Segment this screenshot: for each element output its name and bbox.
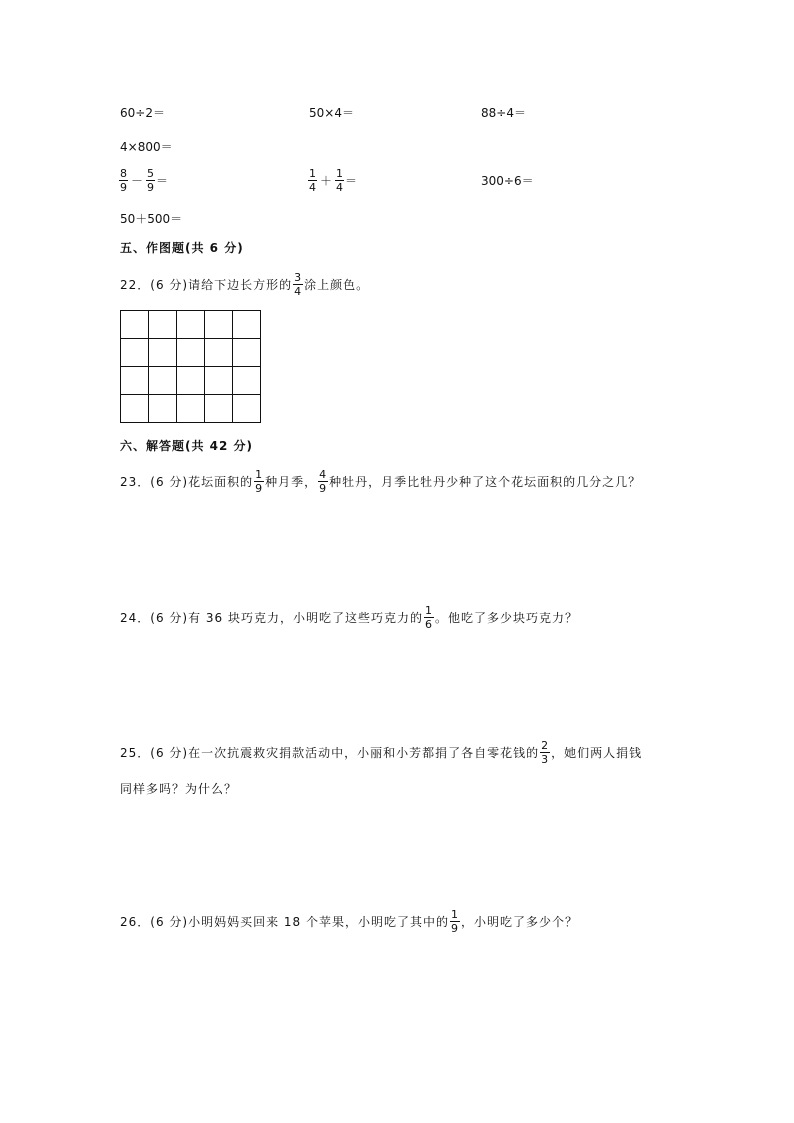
fraction: $\frac{8}{9}$	[120, 166, 127, 194]
section-heading-6: 六、解答题(共 42 分)	[120, 439, 254, 453]
grid-cell[interactable]	[121, 339, 149, 367]
fraction: $\frac{1}{9}$	[255, 467, 264, 495]
calc-1: 60÷2＝	[120, 106, 165, 120]
fraction: $\frac{4}{9}$	[319, 467, 328, 495]
grid-cell[interactable]	[205, 395, 233, 423]
grid-cell[interactable]	[177, 395, 205, 423]
calc-4: 4×800＝	[120, 140, 173, 154]
fraction: $\frac{5}{9}$	[147, 166, 155, 194]
question-26: 26．(6 分)小明妈妈买回来 18 个苹果，小明吃了其中的 $\frac{1}{9}$ ，小明吃了多少个？	[120, 907, 578, 935]
calc-3: 88÷4＝	[481, 106, 526, 120]
grid-cell[interactable]	[121, 311, 149, 339]
grid-cell[interactable]	[121, 395, 149, 423]
grid-cell[interactable]	[205, 367, 233, 395]
fraction: $\frac{1}{4}$	[336, 166, 344, 194]
calc-2: 50×4＝	[309, 106, 354, 120]
fraction: $\frac{2}{3}$	[541, 738, 550, 766]
grid-cell[interactable]	[149, 367, 177, 395]
grid-cell[interactable]	[149, 395, 177, 423]
question-25: 25．(6 分)在一次抗震救灾捐款活动中，小丽和小芳都捐了各自零花钱的 $\frac{2}{3}$ ，她们两人捐钱	[120, 738, 643, 766]
rectangle-grid[interactable]	[120, 310, 261, 423]
grid-cell[interactable]	[177, 311, 205, 339]
grid-cell[interactable]	[149, 311, 177, 339]
grid-cell[interactable]	[149, 339, 177, 367]
section-heading-5: 五、作图题(共 6 分)	[120, 241, 244, 255]
fraction: $\frac{1}{6}$	[424, 603, 433, 631]
grid-cell[interactable]	[233, 367, 261, 395]
calc-6: $\frac{1}{4}$ ＋ $\frac{1}{4}$ ＝	[309, 166, 358, 194]
calc-8: 50＋500＝	[120, 212, 183, 226]
question-22: 22．(6 分)请给下边长方形的 $\frac{3}{4}$ 涂上颜色。	[120, 270, 370, 298]
question-24: 24．(6 分)有 36 块巧克力，小明吃了这些巧克力的 $\frac{1}{6}$ 。他吃了多少块巧克力？	[120, 603, 578, 631]
grid-cell[interactable]	[177, 367, 205, 395]
calc-5: $\frac{8}{9}$ － $\frac{5}{9}$ ＝	[120, 166, 169, 194]
grid-cell[interactable]	[233, 395, 261, 423]
grid-cell[interactable]	[205, 311, 233, 339]
question-25-line-2: 同样多吗？为什么？	[120, 782, 238, 796]
fraction: $\frac{3}{4}$	[294, 270, 303, 298]
grid-cell[interactable]	[233, 339, 261, 367]
grid-cell[interactable]	[233, 311, 261, 339]
grid-cell[interactable]	[205, 339, 233, 367]
fraction: $\frac{1}{9}$	[450, 907, 459, 935]
calc-7: 300÷6＝	[481, 174, 534, 188]
grid-cell[interactable]	[121, 367, 149, 395]
fraction: $\frac{1}{4}$	[309, 166, 316, 194]
question-23: 23．(6 分)花坛面积的 $\frac{1}{9}$ 种月季， $\frac{4}{9}$ 种牡丹，月季比牡丹少种了这个花坛面积的几分之几？	[120, 467, 642, 495]
grid-cell[interactable]	[177, 339, 205, 367]
